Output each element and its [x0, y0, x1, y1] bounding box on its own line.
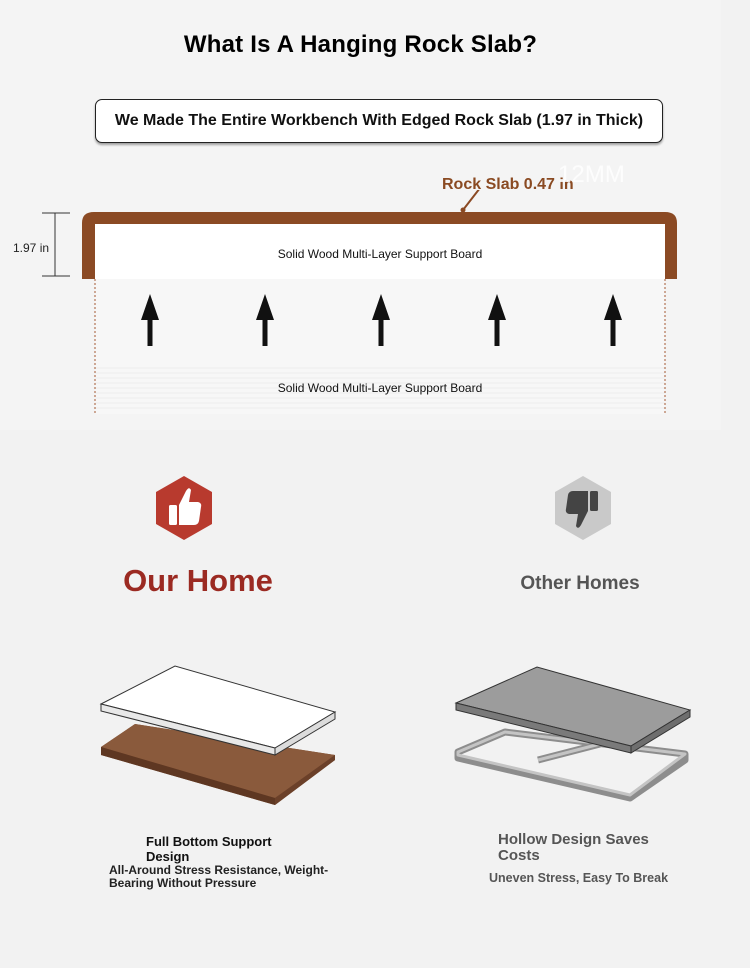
rock-slab-label: Rock Slab 0.47 in — [442, 176, 574, 193]
up-arrow-icon — [488, 294, 506, 346]
top-board-label: Solid Wood Multi-Layer Support Board — [277, 247, 483, 261]
rock-slab-mm-label: 12MM — [558, 161, 625, 188]
hollow-frame-illustration — [450, 660, 700, 820]
up-arrow-icon — [141, 294, 159, 346]
thumbs-down-icon — [551, 474, 615, 542]
bottom-board-label: Solid Wood Multi-Layer Support Board — [277, 381, 483, 395]
page-title: What Is A Hanging Rock Slab? — [183, 31, 538, 58]
our-home-caption-sub: All-Around Stress Resistance, Weight-Bearing Without Pressure — [109, 863, 329, 890]
our-home-heading: Our Home — [123, 563, 273, 598]
our-home-caption-title: Full Bottom Support Design — [146, 834, 272, 864]
subtitle-banner — [95, 99, 663, 143]
subtitle-text: We Made The Entire Workbench With Edged Rock Slab (1.97 in Thick) — [114, 112, 644, 129]
other-homes-caption-sub: Uneven Stress, Easy To Break — [489, 871, 669, 885]
thickness-label: 1.97 in — [13, 241, 50, 255]
full-support-illustration — [95, 660, 345, 820]
thumbs-up-icon — [152, 474, 216, 542]
up-arrow-icon — [604, 294, 622, 346]
support-arrows — [0, 290, 721, 350]
other-homes-caption-title: Hollow Design Saves Costs — [498, 831, 649, 864]
slab-pointer-dot — [461, 208, 466, 213]
up-arrow-icon — [372, 294, 390, 346]
up-arrow-icon — [256, 294, 274, 346]
other-homes-heading: Other Homes — [520, 573, 640, 594]
